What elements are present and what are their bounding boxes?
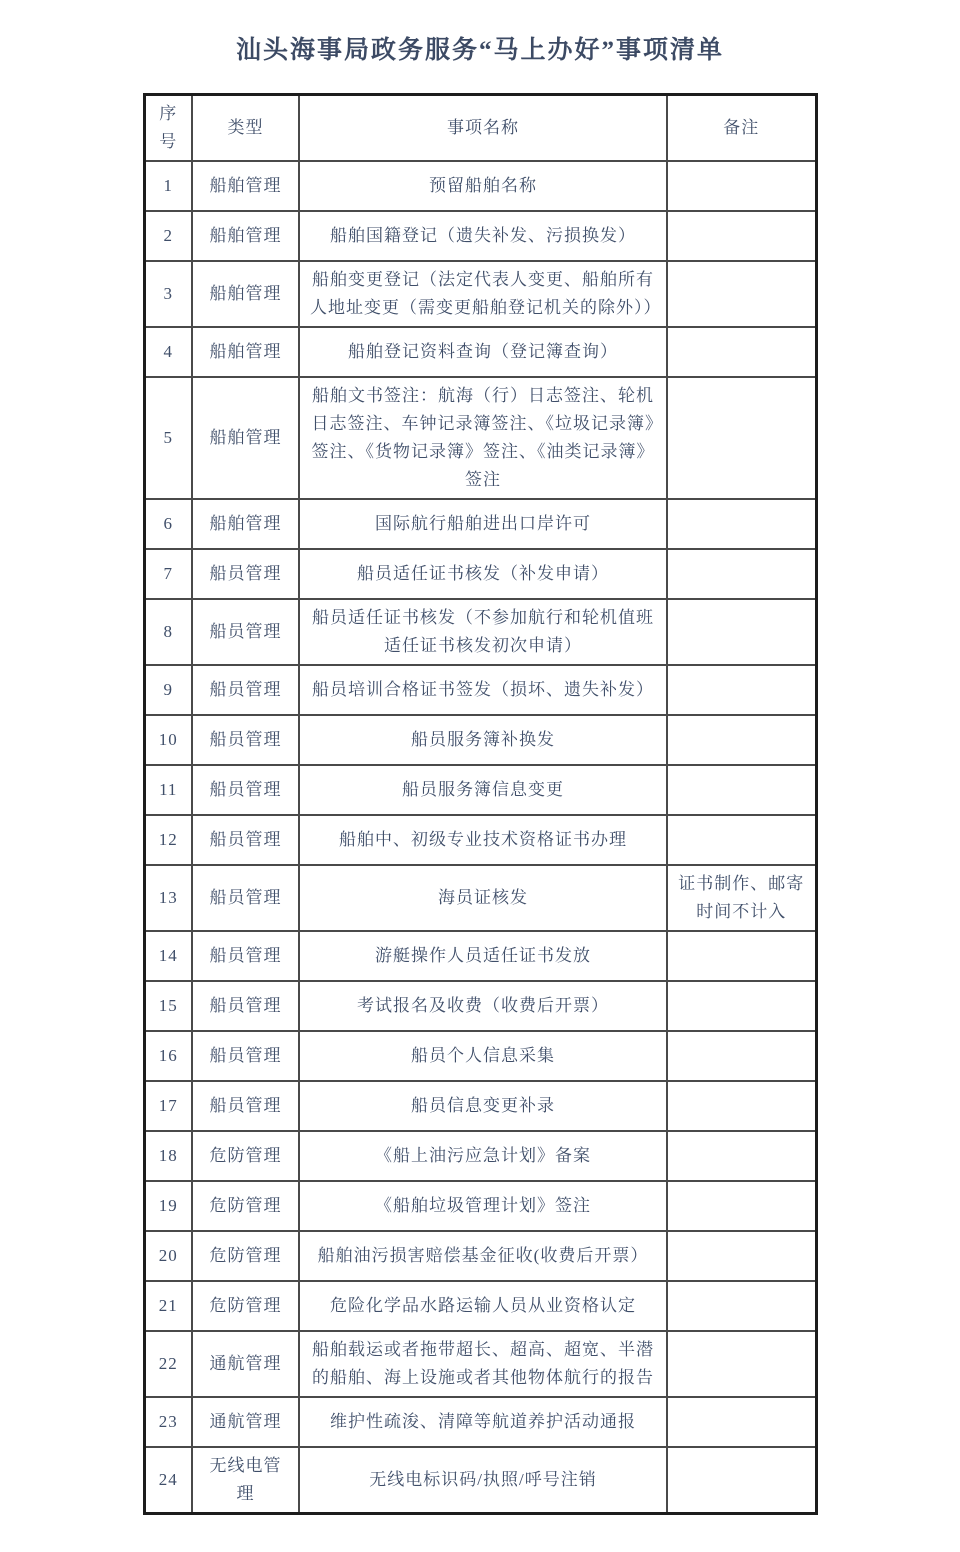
header-remark: 备注 [667, 95, 816, 162]
item-name-cell: 危险化学品水路运输人员从业资格认定 [299, 1281, 667, 1331]
item-name-cell: 船舶中、初级专业技术资格证书办理 [299, 815, 667, 865]
row-number-cell: 16 [144, 1031, 192, 1081]
type-cell: 船舶管理 [192, 211, 299, 261]
row-number-cell: 1 [144, 161, 192, 211]
remark-cell [667, 931, 816, 981]
item-name-cell: 《船上油污应急计划》备案 [299, 1131, 667, 1181]
table-row [144, 765, 816, 815]
table-row [144, 931, 816, 981]
row-number-cell: 17 [144, 1081, 192, 1131]
table-row [144, 211, 816, 261]
remark-cell [667, 1447, 816, 1514]
type-cell: 船员管理 [192, 865, 299, 931]
row-number-cell: 14 [144, 931, 192, 981]
row-number-cell: 12 [144, 815, 192, 865]
table-row [144, 1131, 816, 1181]
remark-cell [667, 599, 816, 665]
table-body [144, 161, 816, 1514]
type-cell: 船员管理 [192, 815, 299, 865]
remark-cell [667, 815, 816, 865]
remark-cell [667, 499, 816, 549]
item-name-cell: 考试报名及收费（收费后开票） [299, 981, 667, 1031]
table-row [144, 1031, 816, 1081]
remark-cell [667, 715, 816, 765]
remark-cell [667, 1031, 816, 1081]
type-cell: 无线电管理 [192, 1447, 299, 1514]
item-name-cell: 船员适任证书核发（不参加航行和轮机值班适任证书核发初次申请） [299, 599, 667, 665]
table-row [144, 981, 816, 1031]
item-name-cell: 国际航行船舶进出口岸许可 [299, 499, 667, 549]
row-number-cell: 11 [144, 765, 192, 815]
item-name-cell: 船舶文书签注：航海（行）日志签注、轮机日志签注、车钟记录簿签注、《垃圾记录簿》签注、《货物记录簿》签注、《油类记录簿》签注 [299, 377, 667, 499]
remark-cell [667, 377, 816, 499]
row-number-cell: 23 [144, 1397, 192, 1447]
table-row [144, 327, 816, 377]
row-number-cell: 4 [144, 327, 192, 377]
type-cell: 船员管理 [192, 765, 299, 815]
type-cell: 船舶管理 [192, 261, 299, 327]
table-row [144, 161, 816, 211]
type-cell: 通航管理 [192, 1397, 299, 1447]
item-name-cell: 船员培训合格证书签发（损坏、遗失补发） [299, 665, 667, 715]
item-name-cell: 船员服务簿信息变更 [299, 765, 667, 815]
row-number-cell: 20 [144, 1231, 192, 1281]
item-name-cell: 预留船舶名称 [299, 161, 667, 211]
table-row [144, 1181, 816, 1231]
item-name-cell: 船员适任证书核发（补发申请） [299, 549, 667, 599]
row-number-cell: 10 [144, 715, 192, 765]
table-row [144, 377, 816, 499]
header-row [144, 95, 816, 162]
type-cell: 船舶管理 [192, 499, 299, 549]
remark-cell [667, 1131, 816, 1181]
remark-cell [667, 1331, 816, 1397]
table-row [144, 1231, 816, 1281]
item-name-cell: 维护性疏浚、清障等航道养护活动通报 [299, 1397, 667, 1447]
header-item-name: 事项名称 [299, 95, 667, 162]
table-row [144, 1331, 816, 1397]
row-number-cell: 15 [144, 981, 192, 1031]
item-name-cell: 无线电标识码/执照/呼号注销 [299, 1447, 667, 1514]
row-number-cell: 13 [144, 865, 192, 931]
type-cell: 船员管理 [192, 715, 299, 765]
table-row [144, 1397, 816, 1447]
type-cell: 船员管理 [192, 981, 299, 1031]
table-row [144, 1281, 816, 1331]
remark-cell [667, 1081, 816, 1131]
remark-cell [667, 1181, 816, 1231]
row-number-cell: 21 [144, 1281, 192, 1331]
type-cell: 船舶管理 [192, 377, 299, 499]
remark-cell [667, 261, 816, 327]
item-name-cell: 船舶载运或者拖带超长、超高、超宽、半潜的船舶、海上设施或者其他物体航行的报告 [299, 1331, 667, 1397]
page-title: 汕头海事局政务服务“马上办好”事项清单 [235, 37, 724, 64]
table-row [144, 665, 816, 715]
table-header [144, 95, 816, 162]
item-name-cell: 《船舶垃圾管理计划》签注 [299, 1181, 667, 1231]
item-name-cell: 游艇操作人员适任证书发放 [299, 931, 667, 981]
remark-cell [667, 1231, 816, 1281]
item-name-cell: 船员服务簿补换发 [299, 715, 667, 765]
row-number-cell: 2 [144, 211, 192, 261]
row-number-cell: 8 [144, 599, 192, 665]
item-name-cell: 海员证核发 [299, 865, 667, 931]
header-type: 类型 [192, 95, 299, 162]
service-items-table [143, 93, 818, 1515]
row-number-cell: 6 [144, 499, 192, 549]
remark-cell [667, 161, 816, 211]
item-name-cell: 船舶登记资料查询（登记簿查询） [299, 327, 667, 377]
remark-cell: 证书制作、邮寄时间不计入 [667, 865, 816, 931]
row-number-cell: 19 [144, 1181, 192, 1231]
type-cell: 船员管理 [192, 931, 299, 981]
table-row [144, 715, 816, 765]
row-number-cell: 5 [144, 377, 192, 499]
table-row [144, 261, 816, 327]
row-number-cell: 24 [144, 1447, 192, 1514]
row-number-cell: 7 [144, 549, 192, 599]
row-number-cell: 18 [144, 1131, 192, 1181]
table-row [144, 499, 816, 549]
item-name-cell: 船舶国籍登记（遗失补发、污损换发） [299, 211, 667, 261]
header-serial-number [144, 95, 192, 162]
item-name-cell: 船员信息变更补录 [299, 1081, 667, 1131]
table-row [144, 549, 816, 599]
type-cell: 船员管理 [192, 1031, 299, 1081]
remark-cell [667, 765, 816, 815]
table-row [144, 599, 816, 665]
table-row [144, 1081, 816, 1131]
row-number-cell: 3 [144, 261, 192, 327]
item-name-cell: 船员个人信息采集 [299, 1031, 667, 1081]
remark-cell [667, 549, 816, 599]
table-row [144, 1447, 816, 1514]
type-cell: 通航管理 [192, 1331, 299, 1397]
remark-cell [667, 1281, 816, 1331]
row-number-cell: 9 [144, 665, 192, 715]
remark-cell [667, 665, 816, 715]
type-cell: 危防管理 [192, 1281, 299, 1331]
type-cell: 危防管理 [192, 1231, 299, 1281]
type-cell: 船舶管理 [192, 161, 299, 211]
remark-cell [667, 1397, 816, 1447]
item-name-cell: 船舶油污损害赔偿基金征收(收费后开票） [299, 1231, 667, 1281]
item-name-cell: 船舶变更登记（法定代表人变更、船舶所有人地址变更（需变更船舶登记机关的除外）） [299, 261, 667, 327]
remark-cell [667, 981, 816, 1031]
type-cell: 危防管理 [192, 1181, 299, 1231]
type-cell: 船舶管理 [192, 327, 299, 377]
type-cell: 船员管理 [192, 665, 299, 715]
remark-cell [667, 327, 816, 377]
table-row [144, 865, 816, 931]
remark-cell [667, 211, 816, 261]
row-number-cell: 22 [144, 1331, 192, 1397]
table-row [144, 815, 816, 865]
type-cell: 危防管理 [192, 1131, 299, 1181]
type-cell: 船员管理 [192, 549, 299, 599]
type-cell: 船员管理 [192, 1081, 299, 1131]
type-cell: 船员管理 [192, 599, 299, 665]
header-serial-number-label: 序号 [159, 104, 178, 151]
